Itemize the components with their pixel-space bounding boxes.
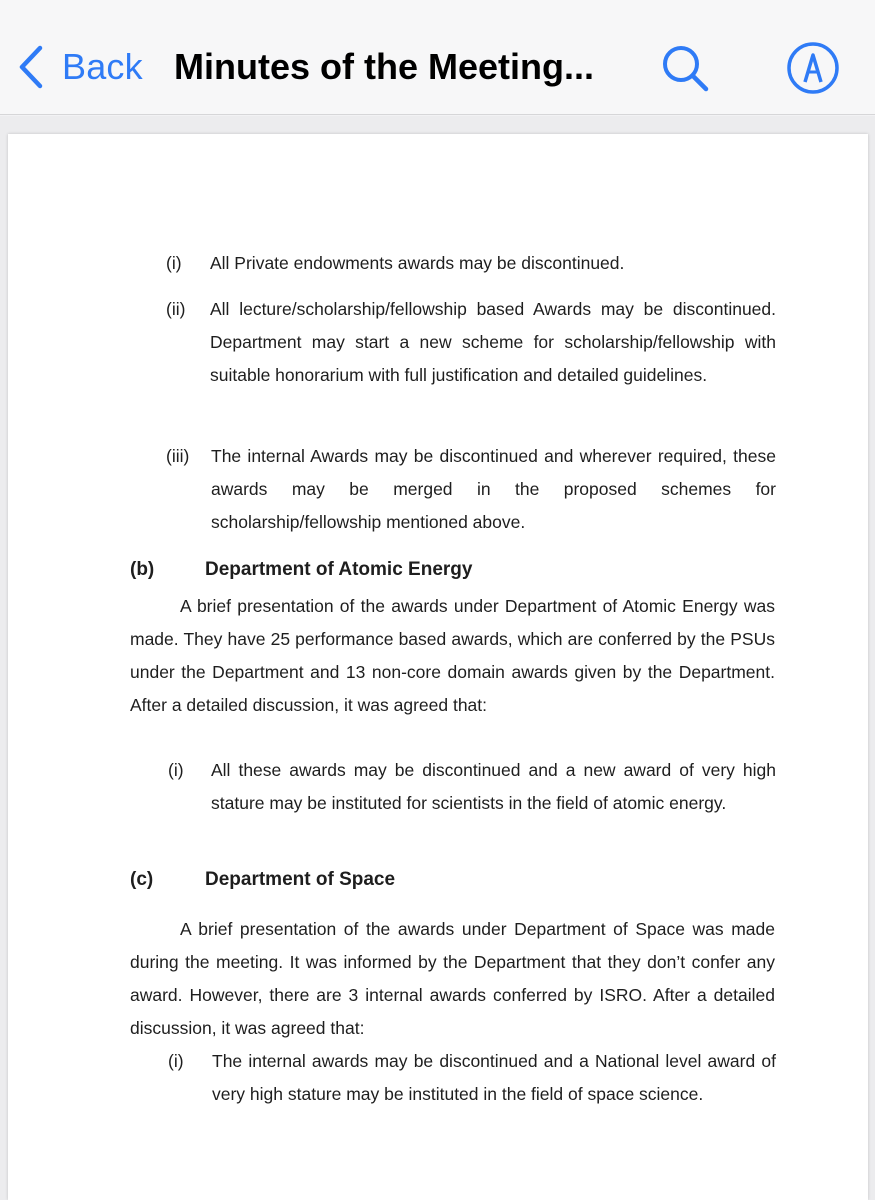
back-label: Back	[62, 46, 143, 87]
document-title: Minutes of the Meeting...	[174, 46, 594, 87]
item-number: (i)	[168, 1051, 184, 1071]
item-number: (iii)	[166, 446, 190, 466]
item-text: The internal Awards may be discontinued and wherever required, these awards may be merged in the proposed schemes for scholarship/fellowship mentioned above.	[211, 446, 776, 532]
navigation-bar	[0, 0, 875, 115]
item-number: (i)	[168, 760, 184, 780]
document-page	[8, 134, 868, 1200]
document-viewer[interactable]	[0, 116, 875, 1200]
back-button[interactable]	[18, 44, 143, 90]
markup-pen-icon[interactable]	[786, 41, 840, 95]
section-label: (b)	[130, 559, 155, 580]
item-text: All Private endowments awards may be discontinued.	[210, 253, 625, 273]
section-label: (c)	[130, 869, 154, 890]
search-icon[interactable]	[660, 43, 710, 93]
item-text: All lecture/scholarship/fellowship based Awards may be discontinued. Department may start a new scheme for scholarship/fellowship with suitable honorarium with full justification and detailed guidelines.	[210, 299, 776, 385]
item-text: The internal awards may be discontinued and a National level award of very high stature may be instituted in the field of space science.	[212, 1051, 776, 1104]
chevron-left-icon	[18, 45, 44, 89]
section-heading: Department of Atomic Energy	[205, 559, 473, 580]
item-text: All these awards may be discontinued and a new award of very high stature may be instituted for scientists in the field of atomic energy.	[211, 760, 776, 813]
item-number: (ii)	[166, 299, 186, 319]
section-heading: Department of Space	[205, 869, 396, 890]
section-paragraph: A brief presentation of the awards under Department of Space was made during the meeting. It was informed by the Department that they don’t confer any award. However, there are 3 internal awards conferred by ISRO. After a detailed discussion, it was agreed that:	[130, 919, 775, 1038]
item-number: (i)	[166, 253, 182, 273]
section-paragraph: A brief presentation of the awards under Department of Atomic Energy was made. They have 25 performance based awards, which are conferred by the PSUs under the Department and 13 non-core domain awards given by the Department. After a detailed discussion, it was agreed that:	[130, 596, 775, 715]
